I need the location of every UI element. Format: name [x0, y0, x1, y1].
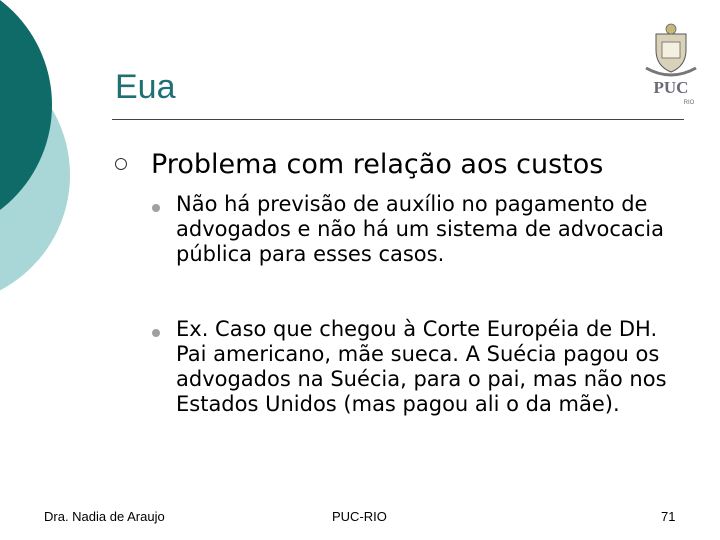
logo-subtext: RIO: [683, 100, 695, 106]
logo-text: PUC: [653, 78, 689, 97]
bullet-item: [152, 317, 692, 417]
bullet-text: Não há previsão de auxílio no pagamento de advogados e não há um sistema de advocacia pública para esses casos.: [176, 192, 664, 266]
bullet-text: Ex. Caso que chegou à Corte Européia de DH. Pai americano, mãe sueca. A Suécia pagou os advogados na Suécia, para o pai, mas não nos Estados Unidos (mas pagou ali o da mãe).: [176, 317, 667, 416]
footer-center: PUC-RIO: [332, 509, 387, 524]
page-number: 71: [661, 509, 676, 524]
level1-text: Problema com relação aos custos: [151, 149, 604, 180]
title-divider: [112, 119, 684, 120]
slide-title: Eua: [115, 68, 176, 106]
puc-rio-logo: [638, 20, 704, 110]
bullet-item: [152, 192, 692, 267]
decorative-circles: [0, 0, 110, 300]
bullet-dot-icon: [152, 204, 160, 212]
level1-item: [115, 148, 603, 182]
hollow-bullet-icon: [115, 158, 127, 170]
footer-author: Dra. Nadia de Araujo: [44, 509, 165, 524]
bullet-dot-icon: [152, 329, 160, 337]
